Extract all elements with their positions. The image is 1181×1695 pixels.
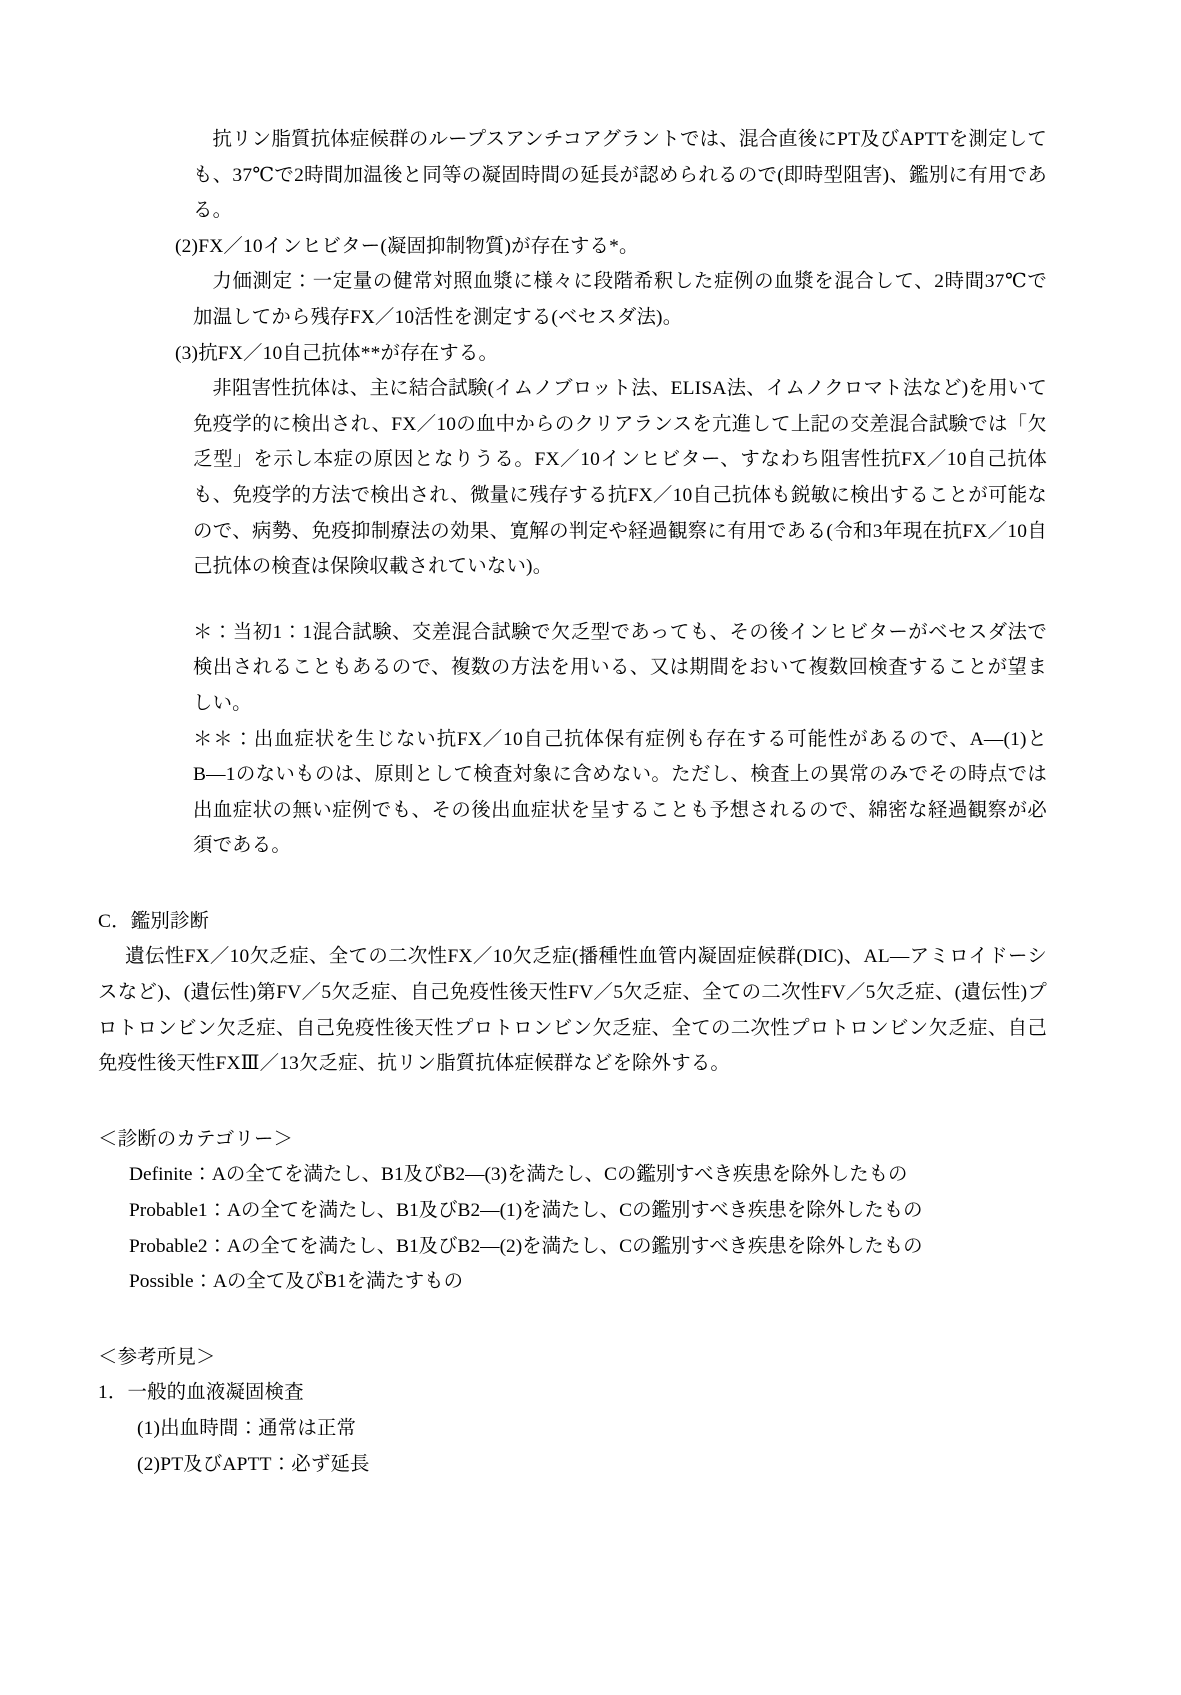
- reference-item-1-heading: 1．一般的血液凝固検査: [98, 1382, 304, 1404]
- paragraph-lupus-anticoagulant: 抗リン脂質抗体症候群のループスアンチコアグラントでは、混合直後にPT及びAPTTを測定しても、37℃で2時間加温後と同等の凝固時間の延長が認められるので(即時型阻害)、鑑別に有用である。: [193, 129, 1047, 222]
- reference-heading: ＜参考所見＞: [98, 1346, 216, 1368]
- item-3-body: 非阻害性抗体は、主に結合試験(イムノブロット法、ELISA法、イムノクロマト法など)を用いて免疫学的に検出され、FX／10の血中からのクリアランスを亢進して上記の交差混合試験では「欠乏型」を示し本症の原因となりうる。FX／10インヒビター、すなわち阻害性抗FX／10自己抗体も、免疫学的方法で検出され、微量に残存する抗FX／10自己抗体も鋭敏に検出することが可能なので、病勢、免疫抑制療法の効果、寛解の判定や経過観察に有用である(令和3年現在抗FX／10自己抗体の検査は保険収載されていない)。: [193, 378, 1048, 578]
- categories-heading: ＜診断のカテゴリー＞: [98, 1128, 294, 1150]
- spacer-before-footnotes: [137, 585, 1047, 615]
- footnote-double-asterisk: ＊＊：出血症状を生じない抗FX／10自己抗体保有症例も存在する可能性があるので、A―(1)とB―1のないものは、原則として検査対象に含めない。ただし、検査上の異常のみでその時点では出血症状の無い症例でも、その後出血症状を呈することも予想されるので、綿密な経過観察が必須である。: [193, 728, 1047, 857]
- footnote-single-asterisk: ＊：当初1：1混合試験、交差混合試験で欠乏型であっても、その後インヒビターがベセスダ法で検出されることもあるので、複数の方法を用いる、又は期間をおいて複数回検査することが望ましい。: [193, 621, 1047, 714]
- section-c-body: 遺伝性FX／10欠乏症、全ての二次性FX／10欠乏症(播種性血管内凝固症候群(DIC)、AL―アミロイドーシスなど)、(遺伝性)第FV／5欠乏症、自己免疫性後天性FV／5欠乏症、全ての二次性FV／5欠乏症、(遺伝性)プロトロンビン欠乏症、自己免疫性後天性プロトロンビン欠乏症、全ての二次性プロトロンビン欠乏症、自己免疫性後天性FXⅢ／13欠乏症、抗リン脂質抗体症候群などを除外する。: [98, 946, 1047, 1075]
- spacer-before-categories: [137, 1082, 1047, 1122]
- category-probable2: Probable2：Aの全てを満たし、B1及びB2―(2)を満たし、Cの鑑別すべき疾患を除外したもの: [129, 1235, 923, 1257]
- category-possible: Possible：Aの全て及びB1を満たすもの: [129, 1271, 463, 1293]
- spacer-before-reference: [137, 1300, 1047, 1340]
- item-3-heading: (3)抗FX／10自己抗体**が存在する。: [175, 342, 499, 364]
- reference-item-1-sub-1: (1)出血時間：通常は正常: [137, 1418, 357, 1439]
- spacer-before-section-c: [137, 864, 1047, 904]
- section-c-heading: C．鑑別診断: [98, 910, 210, 932]
- document-content: [98, 122, 1048, 1482]
- category-definite: Definite：Aの全てを満たし、B1及びB2―(3)を満たし、Cの鑑別すべき疾患を除外したもの: [129, 1164, 908, 1186]
- item-2-heading: (2)FX／10インヒビター(凝固抑制物質)が存在する*。: [175, 235, 639, 257]
- item-2-body: 力価測定：一定量の健常対照血漿に様々に段階希釈した症例の血漿を混合して、2時間37℃で加温してから残存FX／10活性を測定する(ベセスダ法)。: [193, 271, 1047, 328]
- reference-item-1-sub-2: (2)PT及びAPTT：必ず延長: [137, 1453, 370, 1475]
- category-probable1: Probable1：Aの全てを満たし、B1及びB2―(1)を満たし、Cの鑑別すべき疾患を除外したもの: [129, 1200, 923, 1222]
